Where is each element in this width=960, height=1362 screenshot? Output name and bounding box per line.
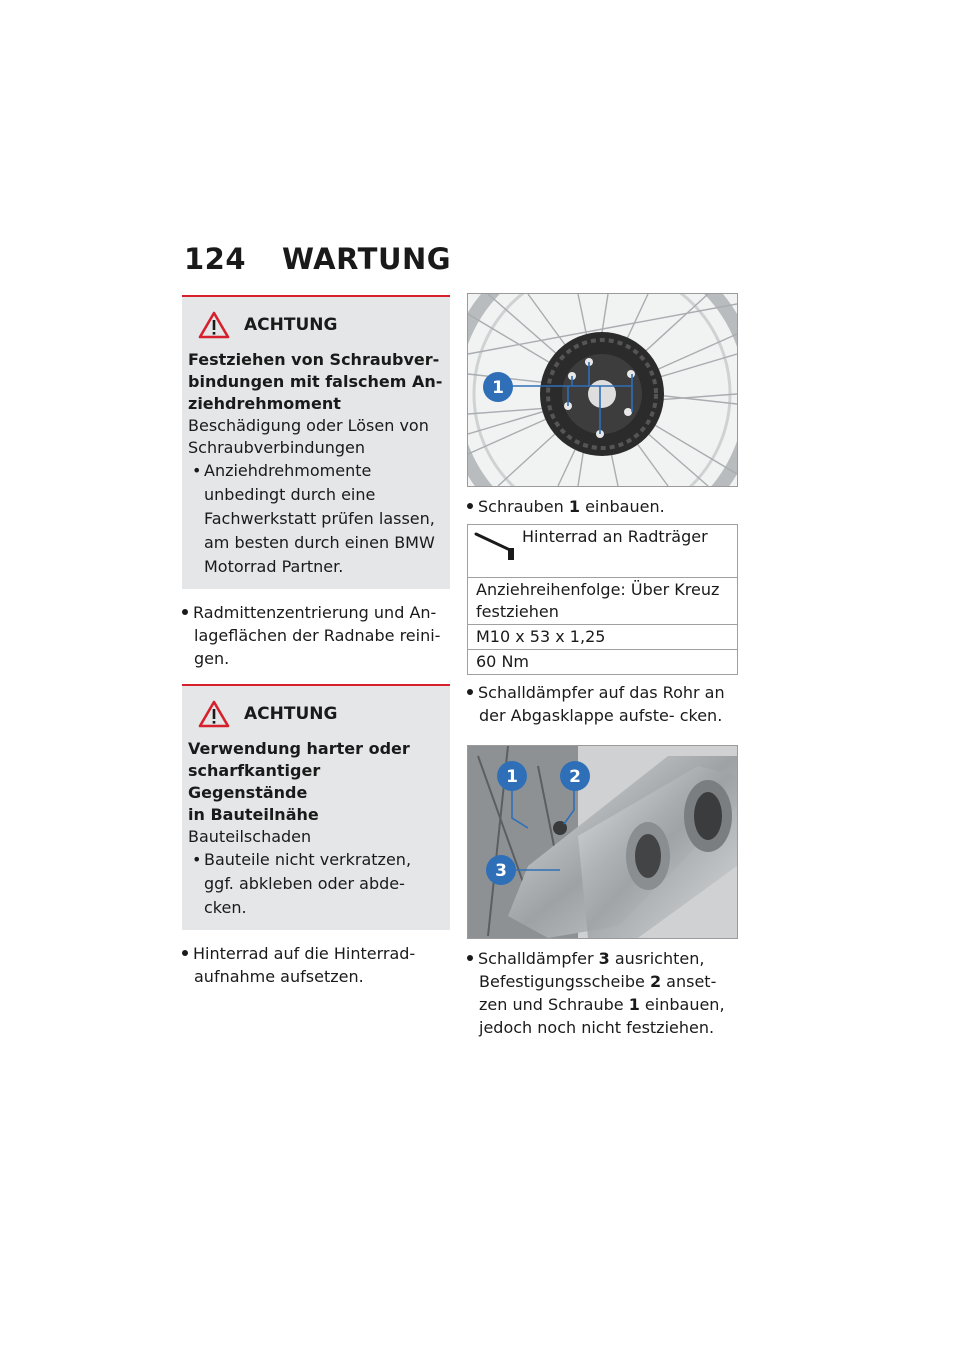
callout-1: 1 — [492, 378, 504, 398]
callout-3: 3 — [495, 861, 507, 881]
section-title: WARTUNG — [282, 242, 452, 276]
rear-wheel-hub-photo — [467, 293, 738, 487]
right-column — [467, 293, 738, 1045]
torque-row-value: 60 Nm — [468, 650, 738, 675]
torque-row-thread: M10 x 53 x 1,25 — [468, 625, 738, 650]
warning-heading: Festziehen von Schraubver- bindungen mit falschem An- ziehdrehmoment — [188, 350, 443, 413]
torque-table-title: Hinterrad an Radträger — [522, 527, 708, 546]
warning-box-1 — [182, 295, 450, 589]
warning-title: ACHTUNG — [244, 704, 338, 724]
page-header — [184, 242, 451, 276]
warning-item: • Anziehdrehmomente unbedingt durch eine Fachwerkstatt prüfen lassen, am besten durch einen BMW Motorrad Partner. — [188, 459, 444, 579]
warning-heading: Verwendung harter oder scharfkantiger Gegenstände in Bauteilnähe — [188, 739, 410, 824]
step-fit-silencer: Schalldämpfer auf das Rohr an der Abgasklappe aufste- cken. — [467, 681, 738, 727]
warning-triangle-icon — [198, 700, 230, 728]
warning-box-2 — [182, 684, 450, 930]
step-mount-wheel: Hinterrad auf die Hinterrad- aufnahme aufsetzen. — [182, 942, 450, 988]
step-clean-hub: Radmittenzentrierung und An- lageflächen der Radnabe reini- gen. — [182, 601, 450, 670]
warning-title: ACHTUNG — [244, 315, 338, 335]
warning-triangle-icon — [198, 311, 230, 339]
warning-item: • Bauteile nicht verkratzen, ggf. abkleben oder abde- cken. — [188, 848, 444, 920]
callout-1: 1 — [506, 767, 518, 787]
torque-row-sequence: Anziehreihenfolge: Über Kreuz festziehen — [468, 578, 738, 625]
step-install-bolts: Schrauben 1 einbauen. — [467, 495, 738, 518]
left-column — [182, 295, 450, 994]
torque-wrench-icon — [472, 526, 518, 562]
step-align-silencer: Schalldämpfer 3 ausrichten, Befestigungsscheibe 2 anset- zen und Schraube 1 einbauen, jedoch noch nicht festziehen. — [467, 947, 738, 1039]
warning-text: Bauteilschaden — [188, 827, 312, 846]
silencer-photo — [467, 745, 738, 939]
warning-text: Beschädigung oder Lösen von Schraubverbindungen — [188, 416, 429, 457]
page-number: 124 — [184, 242, 247, 276]
callout-2: 2 — [569, 767, 581, 787]
torque-table — [467, 524, 738, 675]
